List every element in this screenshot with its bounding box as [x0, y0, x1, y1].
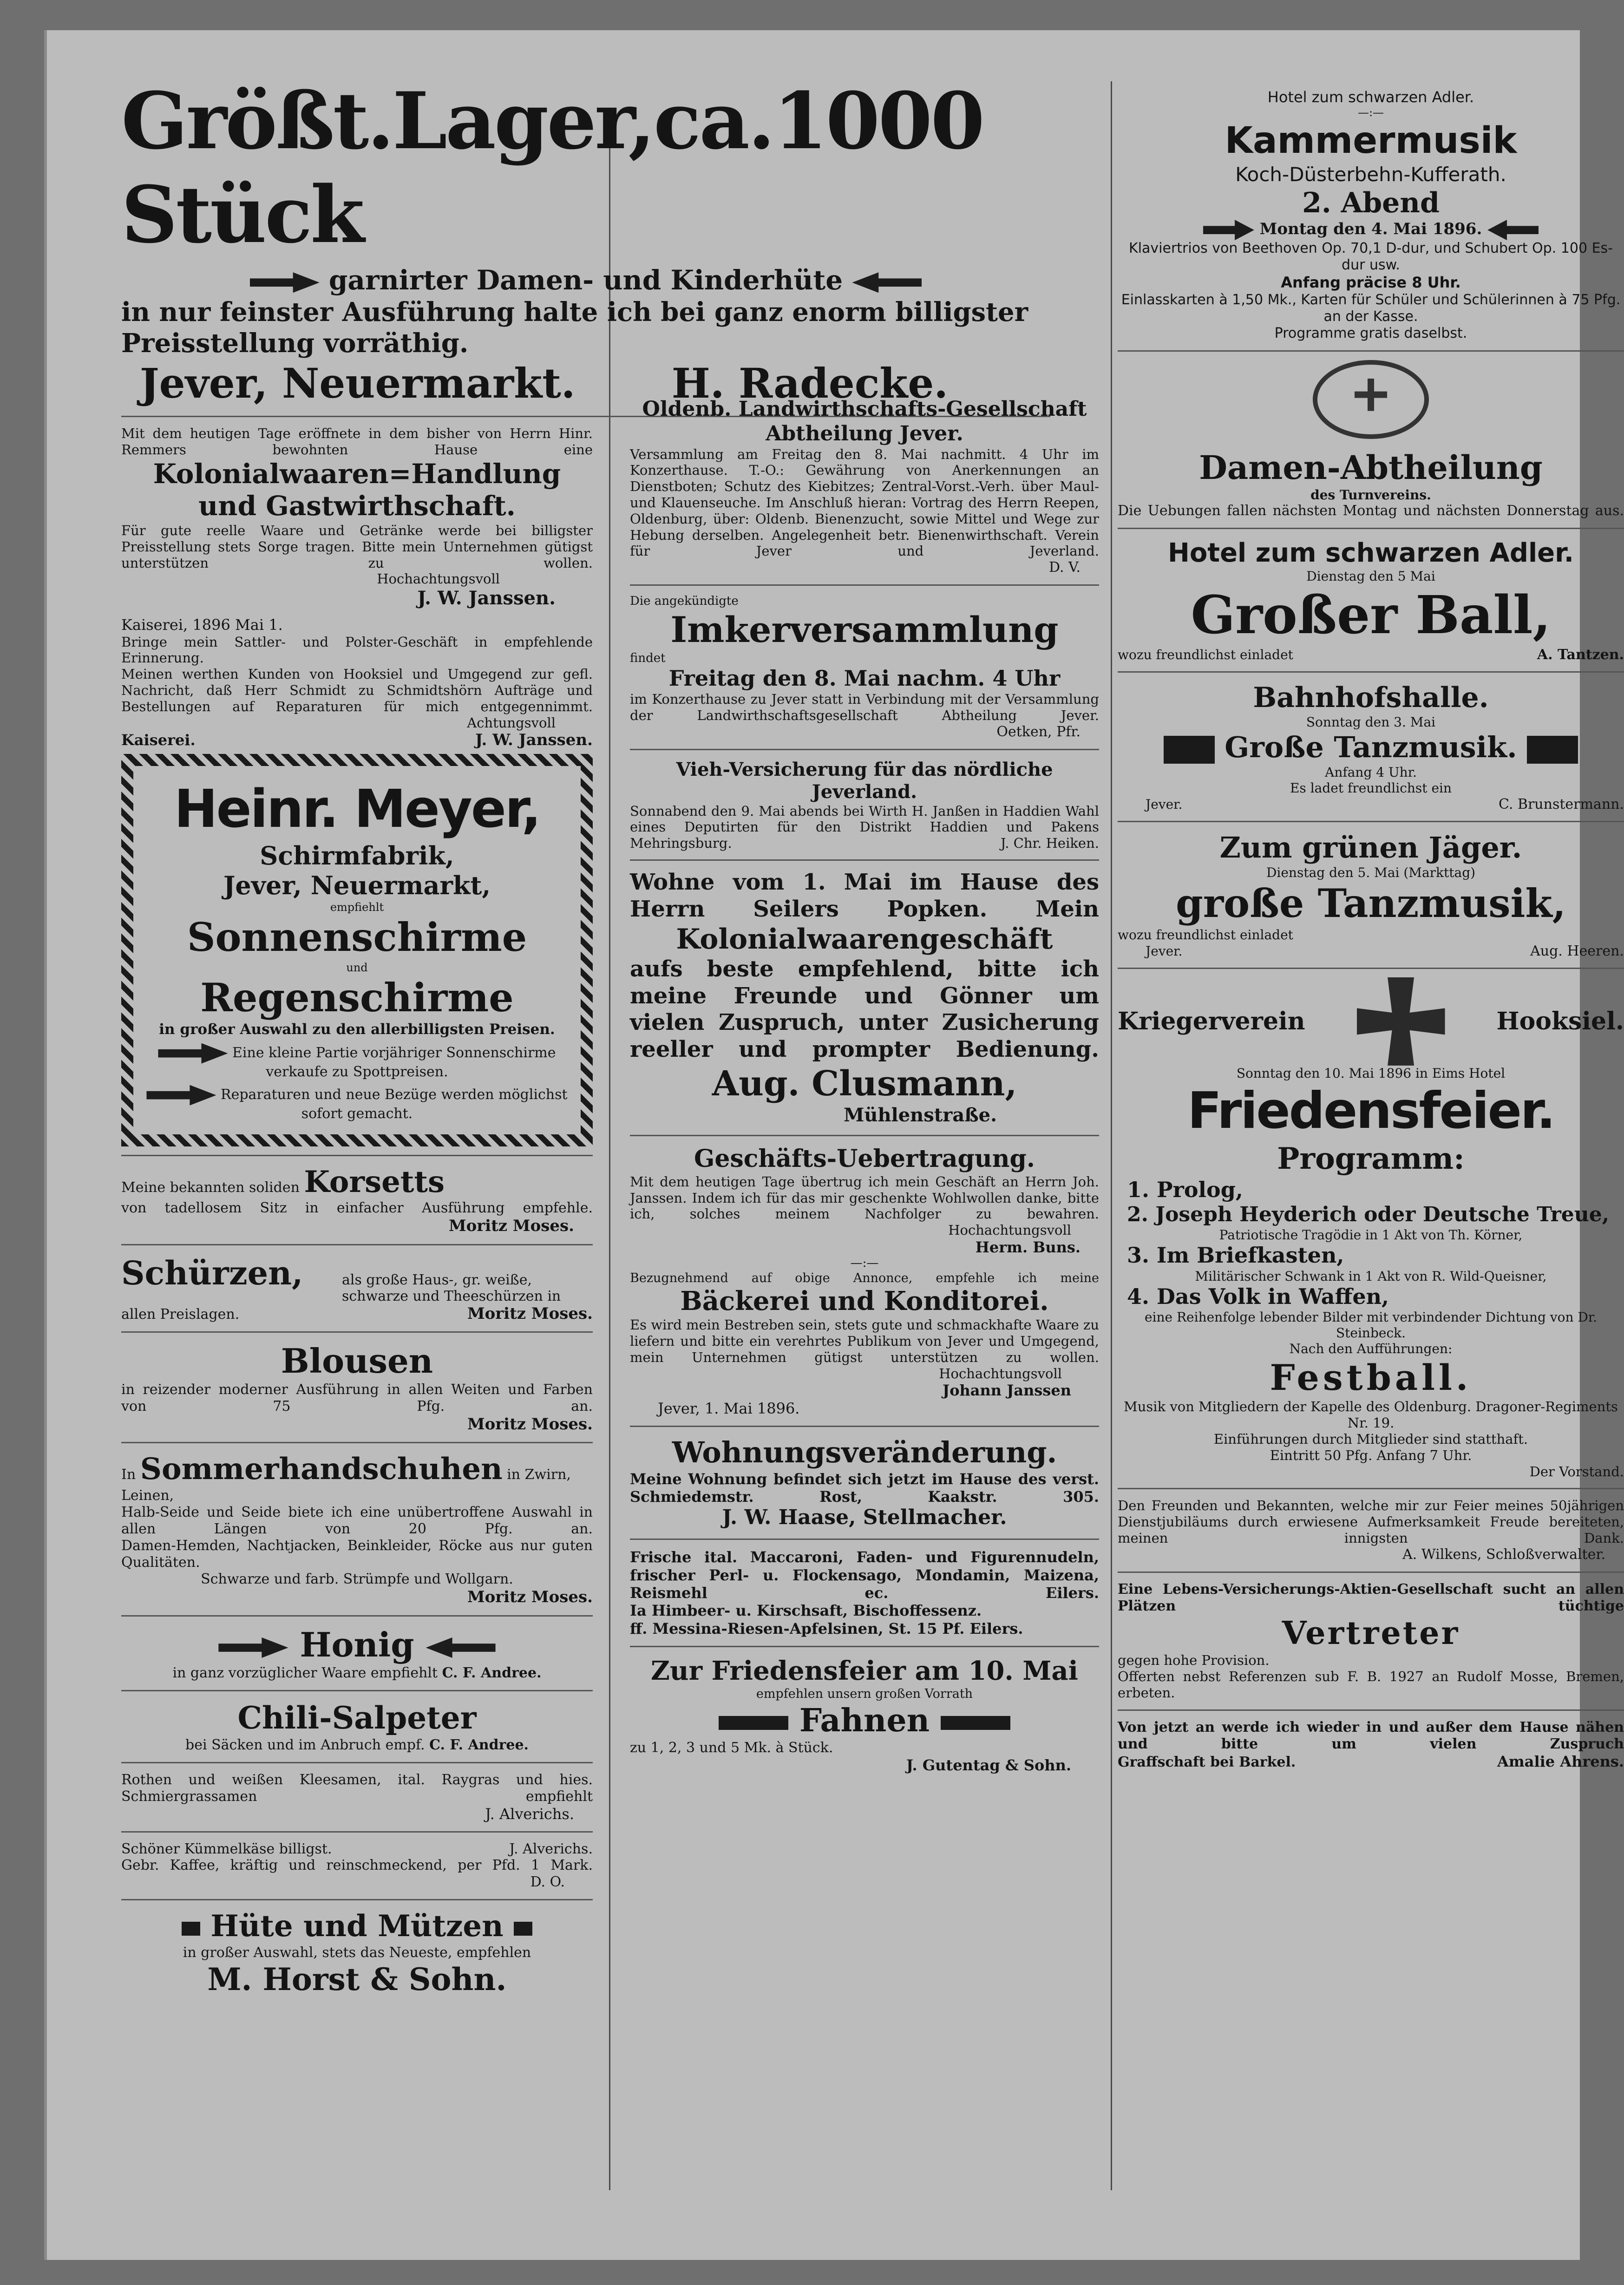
column-rule [609, 137, 610, 2190]
ad-text: Es wird mein Bestreben sein, stets gute und schmackhafte Waare zu liefern und bitte ein verehrtes Publikum von Jever und Umgegend, mein Unternehmen gütigst unterstützen zu wollen. [630, 1317, 1100, 1365]
ad-text: Offerten nebst Referenzen sub F. B. 1927 an Rudolf Mosse, Bremen, erbeten. [1118, 1669, 1624, 1701]
wilkens-ad [1118, 1498, 1624, 1563]
ad-text: Meinen werthen Kunden von Hooksiel und Umgegend zur gefl. Nachricht, daß Herr Schmidt zu Schmidtshörn Aufträge und Bestellungen auf Reparaturen für mich entgegennimmt. [121, 666, 593, 714]
newspaper-page [44, 30, 1624, 2260]
ad-text: wozu freundlichst einladet [1118, 927, 1293, 943]
decorative-flourish [1164, 736, 1215, 764]
ad-headline: Hüte und Mützen [210, 1909, 504, 1944]
turnverein-emblem-icon [1313, 360, 1429, 439]
sommerhandschuhe-ad [121, 1452, 593, 1607]
ad-signature: Eilers. [969, 1619, 1023, 1637]
ad-text: allen Preislagen. [121, 1306, 240, 1323]
pointing-hand-icon [852, 272, 922, 293]
decorative-bar [514, 1922, 532, 1936]
janssen-ad [121, 426, 593, 609]
ad-text: Programme gratis daselbst. [1274, 325, 1467, 341]
ad-signature: A. Tantzen. [1537, 647, 1624, 663]
ad-text: Die angekündigte [630, 594, 739, 609]
ad-headline: Kolonialwaarengeschäft [676, 923, 1053, 956]
ad-subheadline: Freitag den 8. Mai nachm. 4 Uhr [668, 665, 1061, 691]
pointing-hand-icon [158, 1043, 228, 1064]
ad-signature: J. Chr. Heiken. [1000, 835, 1099, 851]
ad-subheadline: Schirmfabrik, [260, 840, 454, 871]
vertreter-ad [1118, 1581, 1624, 1701]
ad-text: In [121, 1467, 136, 1483]
ad-signature: J. Alverichs. [509, 1841, 593, 1857]
ad-signature: J. Gutentag & Sohn. [906, 1756, 1071, 1774]
schuerzen-ad [121, 1254, 593, 1323]
ad-headline: Damen-Abtheilung [1199, 448, 1543, 487]
ad-signature: Moritz Moses. [467, 1588, 593, 1607]
program-item: 4. Das Volk in Waffen, [1127, 1284, 1389, 1309]
ad-text: Halb-Seide und Seide biete ich eine unübertroffene Auswahl in allen Längen von 20 Pfg. an. [121, 1504, 593, 1538]
ad-headline: Schürzen, [121, 1254, 303, 1293]
ad-text: Von jetzt an werde ich wieder in und außer dem Hause nähen und bitte um vielen Zuspruch [1118, 1719, 1624, 1752]
ad-headline: Geschäfts-Uebertragung. [694, 1145, 1035, 1173]
program-detail: eine Reihenfolge lebender Bilder mit verbindender Dichtung von Dr. Steinbeck. [1144, 1309, 1598, 1341]
ad-text: Meine Wohnung befindet sich jetzt im Hause des verst. Schmiedemstr. Rost, Kaakstr. 305. [630, 1470, 1099, 1506]
program-item: 3. Im Briefkasten, [1127, 1243, 1344, 1268]
chili-ad [121, 1700, 593, 1753]
gruener-jaeger-ad [1118, 831, 1624, 959]
ad-text: als große Haus-, gr. weiße, schwarze und Theeschürzen in [342, 1272, 561, 1305]
decorative-bar [719, 1716, 788, 1730]
ad-signature: Moritz Moses. [467, 1304, 593, 1323]
ad-signature: D. O. [530, 1874, 565, 1890]
program-detail: Patriotische Tragödie in 1 Akt von Th. Körner, [1219, 1227, 1523, 1243]
ad-headline: Zur Friedensfeier am 10. Mai [651, 1656, 1078, 1687]
ad-subheadline: 2. Abend [1302, 187, 1440, 220]
ad-text: Preisstellung vorräthig. [121, 327, 469, 359]
ad-dateline: Kaiserei, 1896 Mai 1. [121, 616, 283, 634]
ad-signature: Der Vorstand. [1529, 1463, 1624, 1480]
kriegerverein-ad [1118, 977, 1624, 1480]
ad-headline: Fahnen [799, 1702, 930, 1739]
ad-dateline: Jever, 1. Mai 1896. [658, 1399, 800, 1417]
ad-signature: Eilers. [1045, 1584, 1100, 1602]
ad-headline: Jeverland. [812, 780, 917, 803]
ad-text: Eine kleine Partie vorjähriger Sonnenschirme verkaufe zu Spottpreisen. [232, 1044, 556, 1080]
ad-text: Mit dem heutigen Tage übertrug ich mein Geschäft an Herrn Joh. Janssen. Indem ich für das mir geschenkte Wohlwollen danke, bitte ich, solches meinem Nachfolger zu bewahren. [630, 1173, 1099, 1222]
meyer-ad-bordered [121, 754, 593, 1146]
pointing-hand-icon [1203, 220, 1254, 240]
damen-abtheilung-ad [1118, 360, 1624, 520]
ad-headline: Honig [300, 1625, 414, 1665]
ad-text: in reizender moderner Ausführung in allen Weiten und Farben von 75 Pfg. an. [121, 1381, 593, 1414]
ad-headline: Imkerversammlung [670, 609, 1059, 651]
ad-headline: Bäckerei und Konditorei. [680, 1286, 1049, 1317]
kaese-ad [121, 1841, 593, 1891]
ad-text: zu 1, 2, 3 und 5 Mk. à Stück. [630, 1740, 833, 1756]
ad-text: wozu freundlichst einladet [1118, 647, 1293, 663]
ad-place: Graffschaft bei Barkel. [1118, 1754, 1296, 1770]
janssen-sattler-ad [121, 616, 593, 749]
ad-text: gegen hohe Provision. [1118, 1652, 1270, 1669]
pointing-hand-icon [146, 1085, 216, 1106]
ahrens-ad [1118, 1719, 1624, 1770]
ad-text: Rothen und weißen Kleesamen, ital. Raygras und hies. Schmiergrassamen empfiehlt [121, 1771, 593, 1805]
ad-headline: Chili-Salpeter [237, 1700, 477, 1736]
decorative-bar [182, 1922, 200, 1936]
ad-text: Einlasskarten à 1,50 Mk., Karten für Schüler und Schülerinnen à 75 Pfg. an der Kasse. [1121, 291, 1621, 325]
ad-signature: Herm. Buns. [975, 1238, 1080, 1257]
pointing-hand-icon [426, 1637, 496, 1658]
klee-ad [121, 1772, 593, 1823]
ad-signature: D. V. [1048, 559, 1080, 576]
ad-street: Mühlenstraße. [844, 1104, 997, 1126]
ad-text: Es ladet freundlichst ein [1290, 780, 1452, 796]
ad-headline: Blousen [281, 1341, 433, 1381]
ad-venue: Hotel zum schwarzen Adler. [1267, 88, 1474, 106]
ad-date: Montag den 4. Mai 1896. [1259, 220, 1482, 239]
ad-headline: Kammermusik [1225, 120, 1517, 162]
ad-text: Nach den Aufführungen: [1289, 1341, 1453, 1356]
ad-text: Damen-Hemden, Nachtjacken, Beinkleider, Röcke aus nur guten Qualitäten. [121, 1538, 593, 1571]
ad-text: Die Uebungen fallen nächsten Montag und nächsten Donnerstag aus. [1118, 503, 1624, 519]
ad-text: Wohne vom 1. Mai im Hause des Herrn Seilers Popken. Mein [630, 869, 1099, 922]
ad-signature: C. F. Andree. [442, 1665, 542, 1682]
ad-headline: Korsetts [304, 1164, 445, 1199]
ad-signature: J. Alverichs. [485, 1805, 574, 1823]
ad-text: und [346, 961, 368, 974]
ad-text: ff. Messina-Riesen-Apfelsinen, St. 15 Pf. [630, 1619, 965, 1637]
ad-place: Mehringsburg. [630, 835, 732, 851]
ad-text: Meine bekannten soliden [121, 1179, 300, 1196]
pointing-hand-icon [218, 1637, 288, 1658]
ad-text: in nur feinster Ausführung halte ich bei ganz enorm billigster [121, 296, 1028, 327]
ad-headline: Oldenb. Landwirthschafts-Gesellschaft [642, 397, 1087, 421]
ad-signature: A. Wilkens, Schloßverwalter. [1402, 1546, 1605, 1563]
bahnhofshalle-ad [1118, 681, 1624, 812]
ad-text: findet [630, 651, 666, 665]
ad-text: Klaviertrios von Beethoven Op. 70,1 D-dur, und Schubert Op. 100 Es-dur usw. [1129, 240, 1613, 274]
ad-place: Kaiserei. [121, 731, 196, 749]
ad-text: Anfang 4 Uhr. [1325, 765, 1417, 780]
ad-date: Sonntag den 10. Mai 1896 in Eims Hotel [1236, 1065, 1506, 1081]
ad-subheadline: Koch-Düsterbehn-Kufferath. [1235, 163, 1506, 186]
ad-signature: Aug. Clusmann, [712, 1063, 1017, 1104]
ad-text: Einführungen durch Mitglieder sind statthaft. [1213, 1431, 1528, 1447]
wohnung-ad [630, 1435, 1099, 1530]
ad-text: bei Säcken und im Anbruch empf. [185, 1736, 425, 1753]
ad-date: Dienstag den 5. Mai (Markttag) [1266, 864, 1476, 880]
program-item: 2. Joseph Heyderich oder Deutsche Treue, [1127, 1203, 1610, 1227]
ad-signature: Amalie Ahrens. [1497, 1752, 1624, 1770]
ad-headline: große Tanzmusik, [1176, 880, 1566, 927]
ad-signature: H. Radecke. [671, 359, 948, 408]
ad-text: Versammlung am Freitag den 8. Mai nachmitt. 4 Uhr im Konzerthause. T.-O.: Gewährung von Anerkennungen an Dienstboten; Schutz des Kiebitzes; Zentral-Vorst.-Verh. über Maul- und Klauenseuche. Im Anschluß hieran: Vortrag des Herrn Reepen, Oldenburg, über: Oldenb. Bienenzucht, sowie Mittel und Wege zur Hebung derselben. Angelegenheit betr. Bienenwirthschaft. Verein für Jever und Jeverland. [630, 446, 1099, 559]
ad-subheadline: des Turnvereins. [1310, 487, 1431, 503]
ad-signature: Johann Janssen [943, 1381, 1071, 1400]
ad-greeting: Hochachtungsvoll [377, 571, 500, 587]
ad-headline: Großer Ball, [1191, 584, 1551, 646]
ad-signature: Aug. Heeren. [1530, 943, 1624, 959]
ad-greeting: Hochachtungsvoll [939, 1365, 1062, 1381]
ad-signature: C. F. Andree. [429, 1736, 529, 1753]
ad-signature: J. W. Janssen. [417, 587, 556, 609]
iron-cross-icon [1357, 977, 1445, 1066]
ad-headline: Wohnungsveränderung. [672, 1435, 1057, 1470]
ball-ad [1118, 537, 1624, 663]
ad-headline: Regenschirme [200, 974, 514, 1021]
fahnen-ad [630, 1656, 1099, 1774]
clusmann-ad [630, 869, 1099, 1126]
ad-headline: Größt.Lager,ca.1000 Stück [121, 75, 983, 261]
blousen-ad [121, 1341, 593, 1434]
ad-text: Frische ital. Maccaroni, Faden- und Figurennudeln, frischer Perl- u. Flockensago, Mondamin, Maizena, Reismehl ec. [630, 1548, 1099, 1602]
radecke-ad [121, 74, 1050, 407]
ad-place: Jever, Neuermarkt. [140, 359, 576, 408]
ad-date: Sonntag den 3. Mai [1306, 714, 1436, 730]
column-middle [630, 397, 1099, 1774]
ad-headline: Vieh-Versicherung für das nördliche [676, 758, 1053, 780]
korsetts-ad [121, 1165, 593, 1236]
ad-text: Den Freunden und Bekannten, welche mir zur Feier meines 50jährigen Dienstjubiläums durch erwiesene Aufmerksamkeit Freude bereiteten, meinen innigsten Dank. [1118, 1498, 1624, 1546]
ad-text: in großer Auswahl zu den allerbilligsten Preisen. [159, 1021, 555, 1038]
ad-date: Dienstag den 5 Mai [1306, 569, 1435, 584]
ad-signature: Moritz Moses. [448, 1217, 574, 1236]
ad-signature: M. Horst & Sohn. [207, 1961, 507, 1997]
ad-text: Bringe mein Sattler- und Polster-Geschäft in empfehlende Erinnerung. [121, 634, 593, 666]
column-right [1118, 88, 1624, 1770]
ad-text: Schöner Kümmelkäse billigst. [121, 1841, 332, 1857]
eilers-ad [630, 1548, 1099, 1637]
ad-text: Sonnabend den 9. Mai abends bei Wirth H. Janßen in Haddien Wahl eines Deputirten für den Distrikt Haddien und Pakens [630, 803, 1099, 835]
ad-headline: Hooksiel. [1496, 1007, 1624, 1036]
ad-text: Schwarze und farb. Strümpfe und Wollgarn. [201, 1571, 513, 1588]
viehversicherung-ad [630, 759, 1099, 851]
ad-greeting: Hochachtungsvoll [948, 1222, 1071, 1238]
ad-place: Jever. [1146, 943, 1183, 959]
ad-headline: Heinr. Meyer, [174, 779, 540, 840]
ad-place: Jever, Neuermarkt, [223, 871, 491, 901]
ad-text: aufs beste empfehlend, bitte ich meine Freunde und Gönner um vielen Zuspruch, unter Zusicherung reeller und prompter Bedienung. [630, 956, 1099, 1063]
ad-headline: Kolonialwaaren=Handlung [153, 458, 561, 490]
ad-text: in ganz vorzüglicher Waare empfiehlt [172, 1665, 438, 1682]
program-title: Programm: [1277, 1141, 1465, 1177]
landwirthschaft-ad [630, 397, 1099, 576]
ad-signature: J. W. Haase, Stellmacher. [722, 1506, 1007, 1530]
ad-headline: Große Tanzmusik. [1225, 730, 1517, 764]
ad-signature: J. W. Janssen. [475, 731, 593, 750]
ad-headline: Sonnenschirme [187, 914, 527, 961]
honig-ad [121, 1625, 593, 1682]
program-item: 1. Prolog, [1127, 1177, 1243, 1202]
ad-headline: Kriegerverein [1118, 1007, 1305, 1036]
ad-text: in großer Auswahl, stets das Neueste, empfehlen [183, 1944, 531, 1961]
ad-signature: Moritz Moses. [467, 1414, 593, 1434]
ad-text: empfehlen unsern großen Vorrath [756, 1687, 973, 1702]
ad-text: Musik von Mitgliedern der Kapelle des Oldenburg. Dragoner-Regiments Nr. 19. [1124, 1399, 1618, 1431]
ad-text: Für gute reelle Waare und Getränke werde bei billigster Preisstellung stets Sorge tragen. Bitte mein Unternehmen gütigst unterstützen zu wollen. [121, 522, 593, 571]
ad-headline: Vertreter [1282, 1614, 1460, 1652]
column-rule [1111, 81, 1112, 2190]
separator: —:— [850, 1256, 879, 1270]
ad-subheadline: garnirter Damen- und Kinderhüte [328, 264, 843, 296]
ad-headline: Sommerhandschuhen [140, 1452, 503, 1487]
ad-signature: C. Brunstermann. [1498, 796, 1624, 812]
ad-text: empfiehlt [330, 901, 384, 914]
kammermusik-ad [1118, 88, 1624, 342]
ad-greeting: Achtungsvoll [467, 714, 556, 731]
decorative-flourish [1527, 736, 1578, 764]
ad-headline: Friedensfeier. [1187, 1082, 1554, 1140]
ad-text: Reparaturen und neue Bezüge werden möglichst sofort gemacht. [221, 1086, 568, 1122]
decorative-bar [941, 1716, 1010, 1730]
imker-ad [630, 594, 1099, 740]
ad-text: Eine Lebens-Versicherungs-Aktien-Gesellschaft sucht an allen Plätzen tüchtige [1118, 1581, 1624, 1614]
ad-headline: Abtheilung Jever. [766, 421, 963, 445]
ad-text: im Konzerthause zu Jever statt in Verbindung mit der Versammlung der Landwirthschaftsgesellschaft Abtheilung Jever. [630, 691, 1099, 723]
ad-text: Bezugnehmend auf obige Annonce, empfehle ich meine [630, 1270, 1099, 1285]
ad-text: in Zwirn, Leinen, [121, 1467, 571, 1504]
separator: —:— [1357, 106, 1384, 119]
ad-text: von tadellosem Sitz in einfacher Ausführung empfehle. [121, 1200, 593, 1217]
uebertragung-ad [630, 1145, 1099, 1417]
program-detail: Militärischer Schwank in 1 Akt von R. Wild-Queisner, [1195, 1268, 1547, 1284]
ad-text: Eintritt 50 Pfg. Anfang 7 Uhr. [1270, 1447, 1472, 1463]
ad-text: Gebr. Kaffee, kräftig und reinschmeckend, per Pfd. 1 Mark. [121, 1857, 593, 1873]
huete-ad [121, 1909, 593, 1998]
ad-intro: Mit dem heutigen Tage eröffnete in dem bisher von Herrn Hinr. Remmers bewohnten Hause eine [121, 426, 593, 458]
ad-headline: Festball. [1270, 1357, 1472, 1399]
ad-text: Anfang präcise 8 Uhr. [1281, 274, 1461, 292]
pointing-hand-icon [1487, 220, 1539, 240]
ad-text: Ia Himbeer- u. Kirschsaft, Bischoffessenz. [630, 1602, 982, 1620]
pointing-hand-icon [250, 272, 320, 293]
ad-headline: Zum grünen Jäger. [1219, 830, 1522, 864]
ad-signature: Oetken, Pfr. [996, 723, 1080, 740]
ad-headline: und Gastwirthschaft. [198, 490, 516, 522]
ad-venue: Hotel zum schwarzen Adler. [1167, 538, 1574, 569]
ad-place: Jever. [1146, 796, 1183, 812]
ad-headline: Bahnhofshalle. [1253, 681, 1489, 714]
